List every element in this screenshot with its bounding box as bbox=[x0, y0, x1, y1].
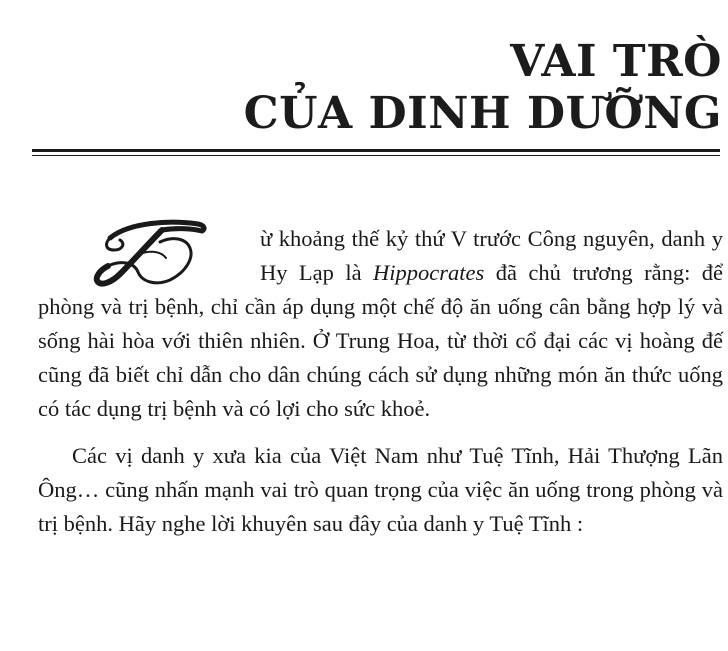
paragraph-1-italic: Hippocrates bbox=[373, 260, 485, 285]
drop-cap-t-icon bbox=[90, 218, 260, 284]
article-body bbox=[38, 222, 723, 541]
title-rule-thick bbox=[32, 149, 720, 152]
paragraph-2: Các vị danh y xưa kia của Việt Nam như Tuệ Tĩnh, Hải Thượng Lãn Ông… cũng nhấn mạnh vai trò quan trọng của việc ăn uống trong phòng và trị bệnh. Hãy nghe lời khuyên sau đây của danh y Tuệ Tĩnh : bbox=[38, 443, 723, 536]
title-rule-thin bbox=[32, 155, 720, 156]
title-line-2: CỦA DINH DƯỠNG bbox=[243, 88, 722, 139]
title-line-1: VAI TRÒ bbox=[510, 36, 722, 87]
paragraph-1-rest: đã chủ trương rằng: để phòng và trị bệnh, chỉ cần áp dụng một chế độ ăn uống cân bằng hợp lý và sống hài hòa với thiên nhiên. Ở Trung Hoa, từ thời cổ đại các vị hoàng đế cũng đã biết chỉ dẫn cho dân chúng cách sử dụng những món ăn thức uống có tác dụng trị bệnh và có lợi cho sức khoẻ. bbox=[38, 260, 723, 421]
paragraph-1 bbox=[38, 222, 723, 426]
page-title bbox=[244, 36, 722, 140]
paragraph-1-text: ừ khoảng thế kỷ thứ V trước Công nguyên, danh y Hy Lạp là bbox=[260, 226, 723, 285]
